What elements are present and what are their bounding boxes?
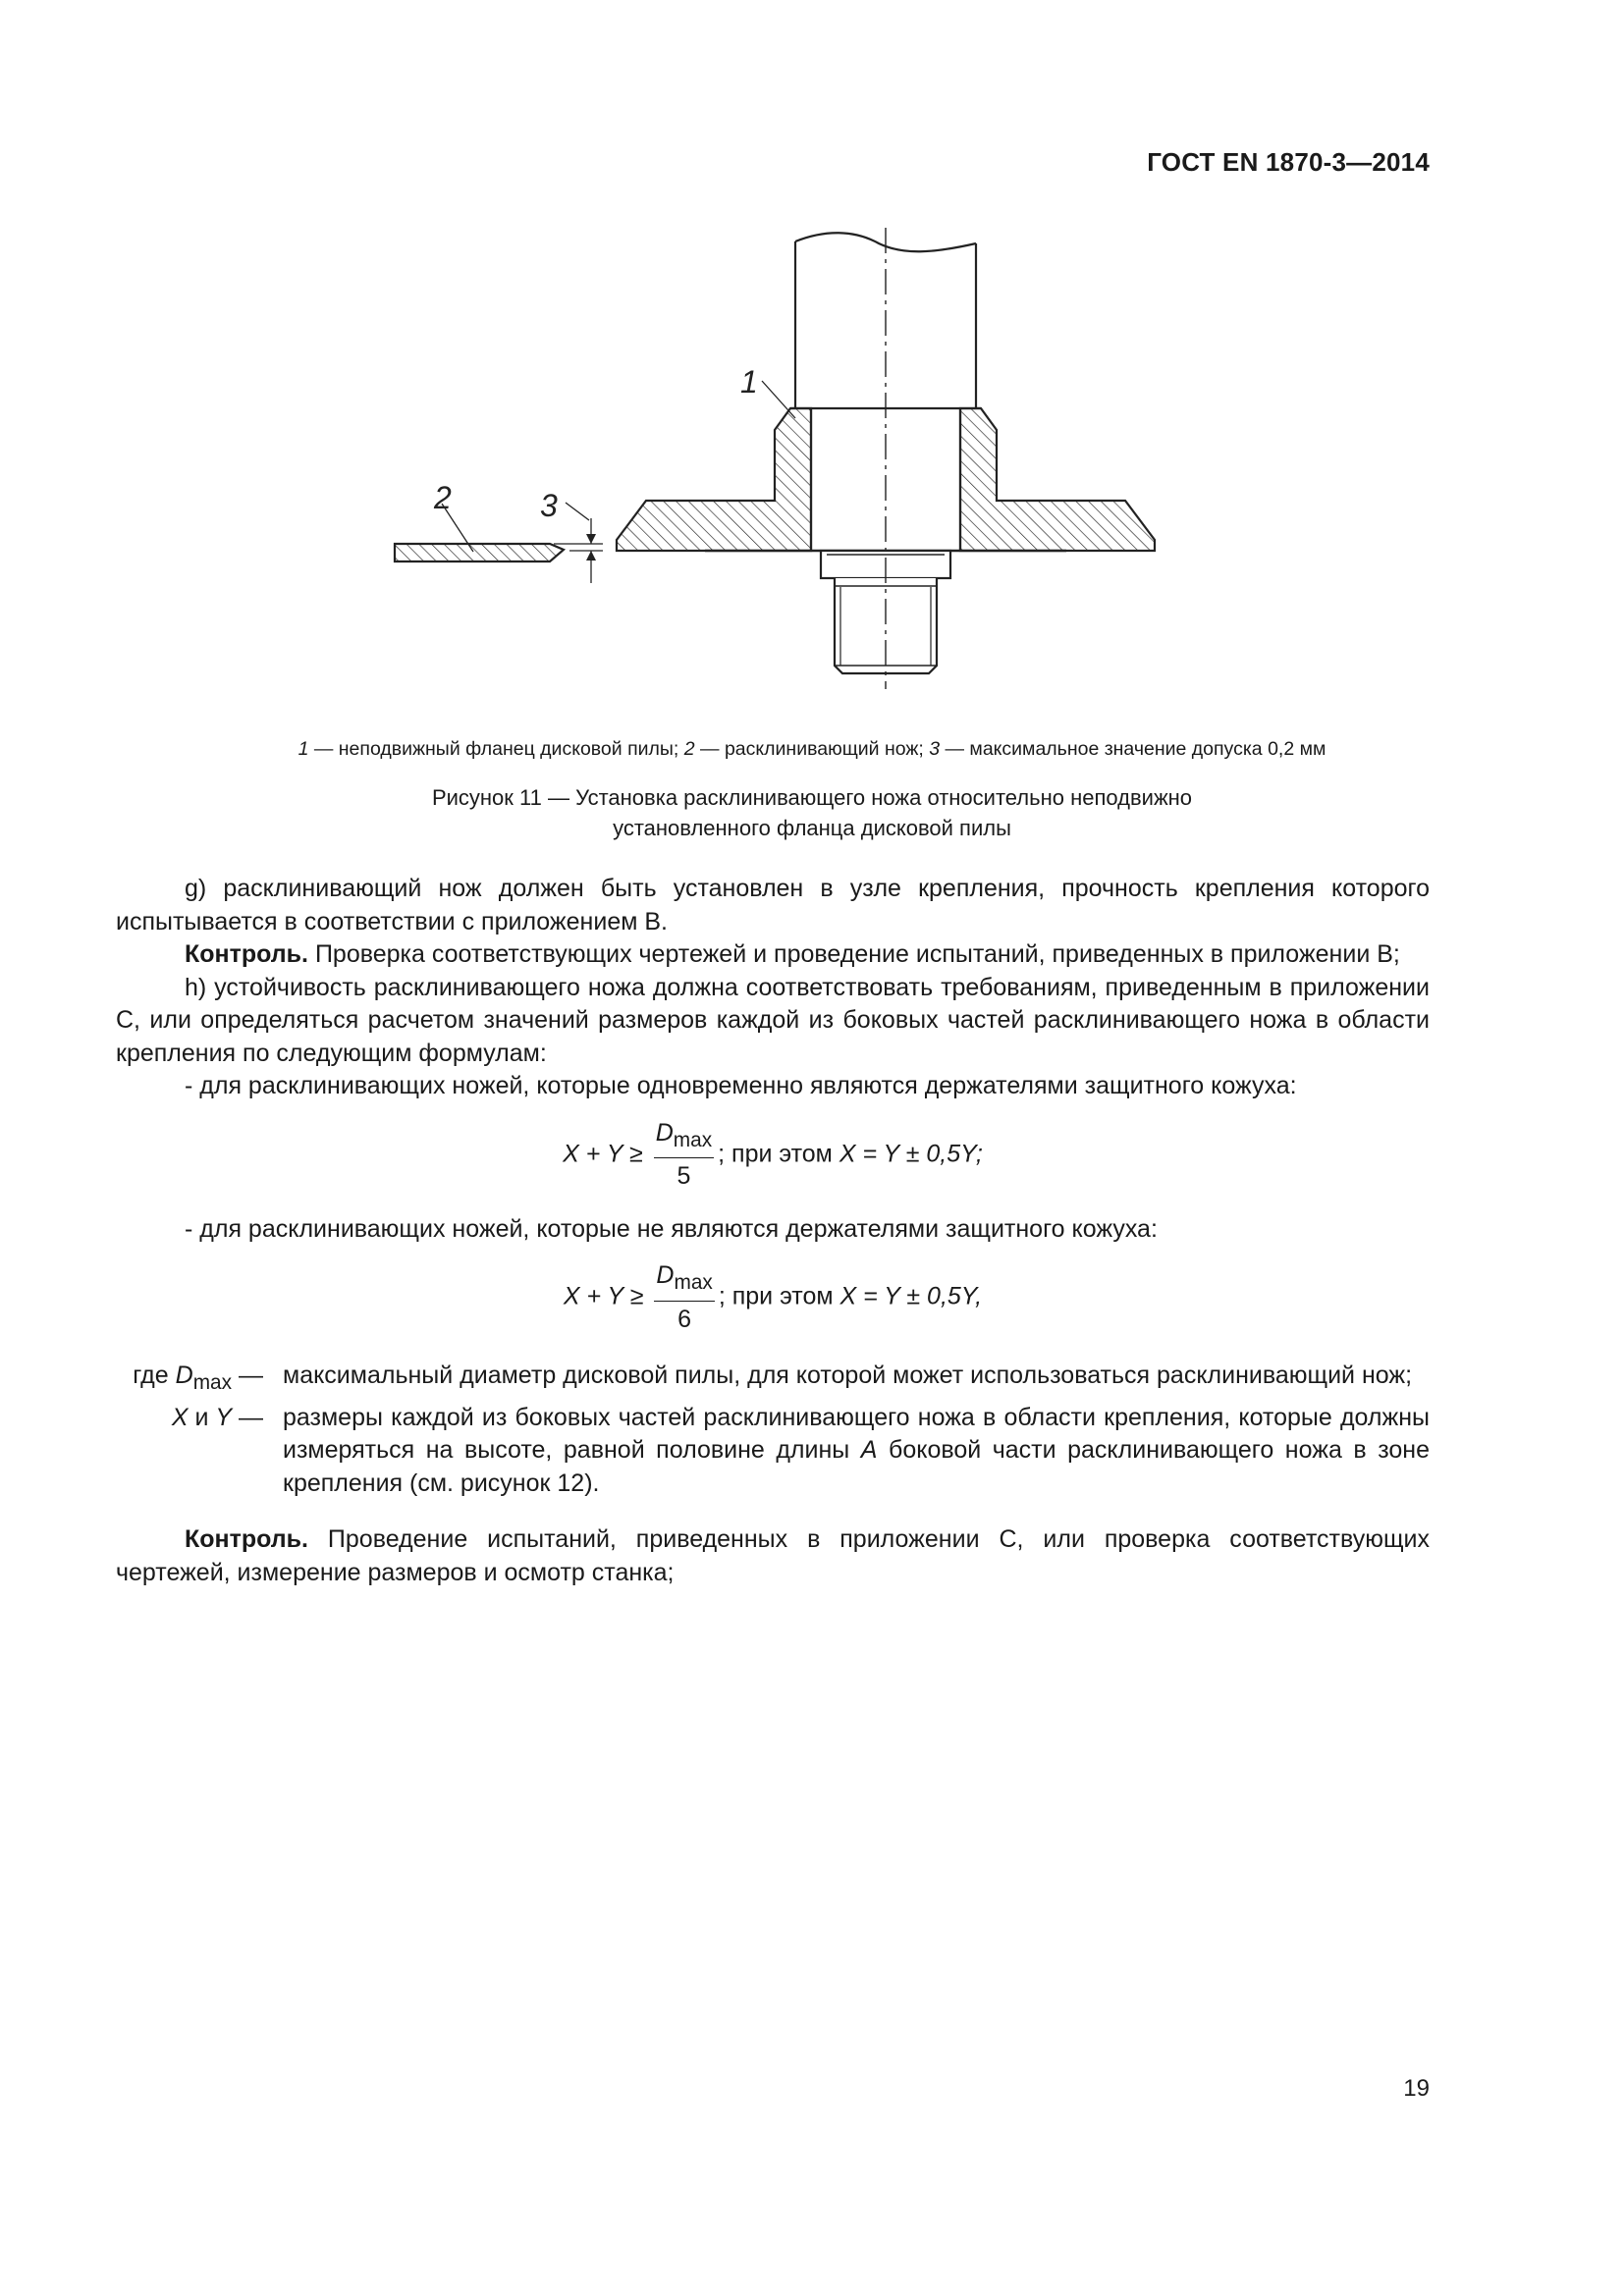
page-number: 19 xyxy=(1403,2075,1430,2102)
where-dmax: где $D_{max}$ — максимальный диаметр дисковой пилы, для которой может использоваться расклинивающий нож; xyxy=(133,1362,1413,1394)
where-x-y: X и Y — размеры каждой из боковых частей расклинивающего ножа в области крепления, которые должны измеряться на высоте, равной половине длины A боковой части расклинивающего ножа в зоне крепления (см. рисунок 12). xyxy=(171,1403,1430,1497)
riving-knife xyxy=(395,544,564,561)
dash-item-2: - для расклинивающих ножей, которые не являются держателями защитного кожуха: xyxy=(185,1214,1158,1243)
label-2: 2 xyxy=(434,480,452,515)
dash-item-1: - для расклинивающих ножей, которые одновременно являются держателями защитного кожуха: xyxy=(185,1072,1297,1099)
figure-legend: 1 — неподвижный фланец дисковой пилы; 2 — расклинивающий нож; 3 — максимальное значение допуска 0,2 мм xyxy=(298,738,1326,760)
item-h: h) устойчивость расклинивающего ножа должна соответствовать требованиям, приведенным в приложении C, или определяться расчетом значений размеров каждой из боковых частей расклинивающего ножа в области крепления по следующим формулам: xyxy=(116,973,1430,1067)
body-text xyxy=(116,873,1430,1589)
tolerance-dimension xyxy=(554,503,603,583)
figure-caption xyxy=(118,782,1506,843)
label-1: 1 xyxy=(740,364,758,400)
document-header: ГОСТ EN 1870-3—2014 xyxy=(1147,147,1430,177)
control-paragraph-2: Контроль. Проведение испытаний, приведенных в приложении C, или проверка соответствующих чертежей, измерение размеров и осмотр станка; xyxy=(116,1525,1430,1586)
leader-line-1 xyxy=(762,381,795,418)
formula-2: X + Y ≥ $\frac{D_{max}}{6}$ ; при этом X = Y ± 0,5Y, xyxy=(563,1261,983,1333)
item-g: g) расклинивающий нож должен быть установлен в узле крепления, прочность крепления которого испытывается в соответствии с приложением B. xyxy=(116,875,1430,935)
figure-11-drawing xyxy=(373,224,1198,695)
caption-line-1: Рисунок 11 — Установка расклинивающего ножа относительно неподвижно xyxy=(431,785,1193,810)
formula-1: X + Y ≥ $\frac{D_{max}}{5}$ ; при этом X = Y ± 0,5Y; xyxy=(563,1118,983,1190)
caption-line-2: установленного фланца дисковой пилы xyxy=(613,816,1011,840)
control-paragraph-1: Контроль. Проверка соответствующих чертежей и проведение испытаний, приведенных в приложении B; xyxy=(185,940,1400,968)
label-3: 3 xyxy=(540,488,558,523)
